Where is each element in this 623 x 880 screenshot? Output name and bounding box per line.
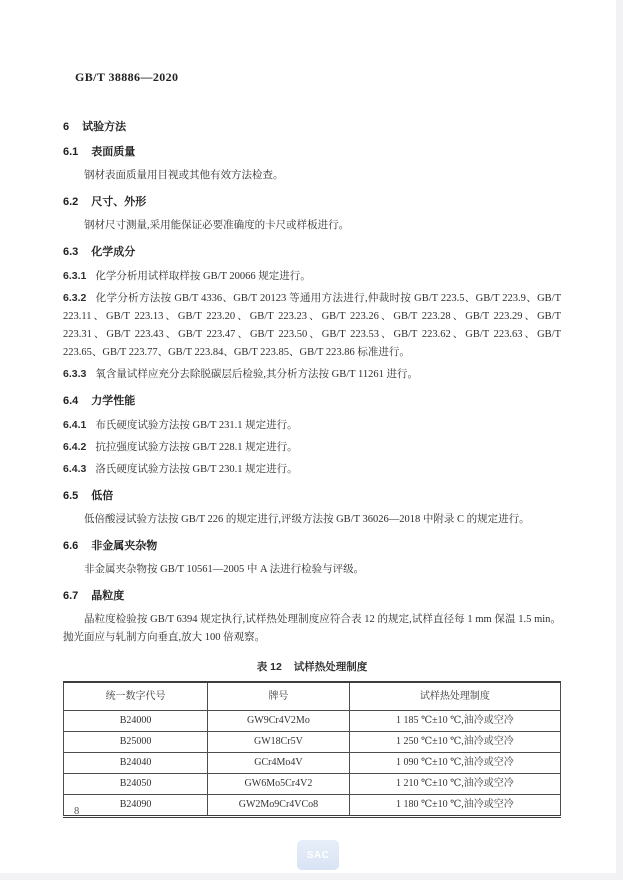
header-cell-treatment: 试样热处理制度	[349, 682, 560, 711]
clause-title: 非金属夹杂物	[91, 540, 158, 552]
subclause-6-4-3	[63, 460, 561, 479]
clause-heading-6	[63, 120, 561, 135]
cell-code: B24090	[64, 795, 208, 817]
subclause-6-3-1	[63, 267, 561, 286]
header-cell-code: 统一数字代号	[64, 682, 208, 711]
standard-code: GB/T 38886—2020	[75, 70, 179, 84]
clause-heading-6-5	[63, 489, 561, 504]
cell-grade: GW2Mo9Cr4VCo8	[208, 795, 350, 817]
table-row	[64, 732, 561, 753]
table-caption-number: 表 12	[256, 661, 282, 673]
cell-grade: GW9Cr4V2Mo	[208, 711, 350, 732]
subclause-number: 6.3.1	[63, 270, 87, 282]
subclause-number: 6.3.2	[63, 292, 87, 304]
table-row	[64, 711, 561, 732]
table-row	[64, 774, 561, 795]
subclause-text: 布氏硬度试验方法按 GB/T 231.1 规定进行。	[95, 420, 298, 431]
subclause-number: 6.3.3	[63, 368, 87, 380]
table-row	[64, 795, 561, 817]
cell-treatment: 1 185 ℃±10 ℃,油冷或空冷	[349, 711, 560, 732]
clause-heading-6-3	[63, 245, 561, 260]
scan-edge	[0, 873, 623, 880]
cell-grade: GCr4Mo4V	[208, 753, 350, 774]
clause-heading-6-6	[63, 539, 561, 554]
clause-heading-6-7	[63, 589, 561, 604]
clause-heading-6-2	[63, 195, 561, 210]
clause-title: 尺寸、外形	[91, 196, 147, 208]
paragraph: 钢材表面质量用目视或其他有效方法检查。	[84, 170, 284, 181]
subclause-text: 化学分析用试样取样按 GB/T 20066 规定进行。	[95, 271, 311, 282]
clause-heading-6-1	[63, 145, 561, 160]
cell-treatment: 1 210 ℃±10 ℃,油冷或空冷	[349, 774, 560, 795]
clause-number: 6.1	[63, 146, 79, 158]
paragraph: 钢材尺寸测量,采用能保证必要准确度的卡尺或样板进行。	[84, 220, 350, 231]
clause-title: 力学性能	[91, 395, 136, 407]
table-header-row	[64, 682, 561, 711]
subclause-6-4-1	[63, 416, 561, 435]
cell-code: B24000	[64, 711, 208, 732]
clause-number: 6.2	[63, 196, 79, 208]
table-row	[64, 753, 561, 774]
clause-number: 6	[63, 121, 70, 133]
sac-watermark-logo	[297, 840, 339, 870]
subclause-number: 6.4.1	[63, 419, 87, 431]
clause-title: 试验方法	[82, 121, 127, 133]
clause-title: 表面质量	[91, 146, 136, 158]
table-caption-title: 试样热处理制度	[293, 661, 368, 673]
cell-treatment: 1 180 ℃±10 ℃,油冷或空冷	[349, 795, 560, 817]
clause-number: 6.3	[63, 246, 79, 258]
subclause-6-4-2	[63, 438, 561, 457]
clause-title: 晶粒度	[91, 590, 125, 602]
clause-number: 6.6	[63, 540, 79, 552]
header-cell-grade: 牌号	[208, 682, 350, 711]
subclause-number: 6.4.3	[63, 463, 87, 475]
page-number: 8	[74, 806, 80, 817]
cell-grade: GW6Mo5Cr4V2	[208, 774, 350, 795]
subclause-text: 抗拉强度试验方法按 GB/T 228.1 规定进行。	[95, 442, 298, 453]
heat-treatment-table	[63, 681, 561, 818]
paragraph: 晶粒度检验按 GB/T 6394 规定执行,试样热处理制度应符合表 12 的规定,试样直径每 1 mm 保温 1.5 min。抛光面应与轧制方向垂直,放大 100 倍观察。	[63, 614, 561, 643]
clause-number: 6.4	[63, 395, 79, 407]
clause-title: 低倍	[91, 490, 114, 502]
cell-code: B24040	[64, 753, 208, 774]
paragraph: 低倍酸浸试验方法按 GB/T 226 的规定进行,评级方法按 GB/T 36026—2018 中附录 C 的规定进行。	[84, 514, 530, 525]
clause-number: 6.5	[63, 490, 79, 502]
subclause-text: 洛氏硬度试验方法按 GB/T 230.1 规定进行。	[95, 464, 298, 475]
cell-code: B24050	[64, 774, 208, 795]
subclause-number: 6.4.2	[63, 441, 87, 453]
cell-treatment: 1 250 ℃±10 ℃,油冷或空冷	[349, 732, 560, 753]
paragraph: 非金属夹杂物按 GB/T 10561—2005 中 A 法进行检验与评级。	[84, 564, 365, 575]
table-caption	[63, 659, 561, 674]
subclause-6-3-3	[63, 365, 561, 384]
cell-grade: GW18Cr5V	[208, 732, 350, 753]
scan-edge	[616, 0, 623, 880]
subclause-text: 化学分析方法按 GB/T 4336、GB/T 20123 等通用方法进行,仲裁时按 GB/T 223.5、GB/T 223.9、GB/T 223.11、GB/T 223.13、GB/T 223.20、GB/T 223.23、GB/T 223.26、GB/T 223.28、GB/T 223.29、GB/T 223.31、GB/T 223.43、GB/T 223.47、GB/T 223.50、GB/T 223.53、GB/T 223.62、GB/T 223.63、GB/T 223.65、GB/T 223.77、GB/T 223.84、GB/T 223.85、GB/T 223.86 标准进行。	[63, 293, 561, 358]
clause-heading-6-4	[63, 394, 561, 409]
cell-code: B25000	[64, 732, 208, 753]
sac-watermark-text: SAC	[306, 849, 330, 861]
clause-number: 6.7	[63, 590, 79, 602]
page-content	[63, 116, 561, 818]
subclause-6-3-2	[63, 289, 561, 362]
cell-treatment: 1 090 ℃±10 ℃,油冷或空冷	[349, 753, 560, 774]
subclause-text: 氧含量试样应充分去除脱碳层后检验,其分析方法按 GB/T 11261 进行。	[95, 369, 418, 380]
clause-title: 化学成分	[91, 246, 136, 258]
